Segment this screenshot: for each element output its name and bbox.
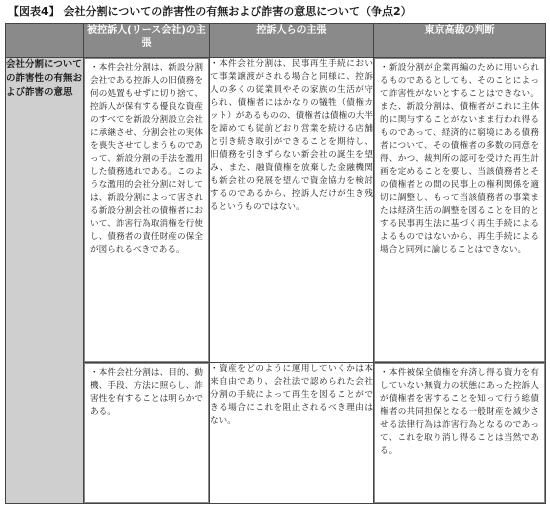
cell-court-1 xyxy=(374,58,546,363)
table-row xyxy=(6,58,546,363)
header-appellant: 控訴人らの主張 xyxy=(210,24,374,58)
cell-lessee-1 xyxy=(84,58,210,363)
table-row xyxy=(6,363,546,504)
appellant-claim-1: ・本件会社分割は、民事再生手続において事業譲渡がされる場合と同様に、控訴人の多くの従業員やその家族の生活が守られ、債権者にはかなりの犠牲（債権カット）があるものの、債権者は債権の大半を諦めても従前どおり営業を続ける店舗と引き続き取引ができることを期待し、旧債務を引きずらない新会社の誕生を望み、また、融資債権を放棄した金融機関も新会社の発展を望んで資金協力を検討するのであるから、控訴人だけが生き残るというものではない。 xyxy=(210,58,374,363)
court-judgment-2: ・本件被保全債権を弁済し得る資力を有していない無資力の状態にあった控訴人が債権者を害することを知って行う総債権者の共同担保となる一般財産を減少させる法律行為は詐害行為となるのであって、これを取り消し得ることは当然である。 xyxy=(374,363,545,503)
header-corner xyxy=(6,24,84,58)
cell-lessee-2 xyxy=(84,363,210,504)
lessee-claim-1: ・本件会社分割は、新設分割会社である控訴人の旧債務を何の処置もせずに切り捨て、控訴人が保有する優良な資産のすべてを新設分割設立会社に承継させ、分割会社の実体を喪失させてしまうものであって、新設分割の手法を濫用した債務逃れである。このような濫用的会社分割に対しては、新設分割によって害される新設分割会社の債権者において、詐害行為取消権を行使し、債務者の責任財産の保全が図られるべきである。 xyxy=(84,58,209,362)
court-judgment-1: ・新設分割が企業再編のために用いられるものであるとしても、そのことによって詐害性がないとすることはできない。また、新設分割は、債権者がこれに主体的に関与することがないまま行われ得るものであって、経済的に窮境にある債務者について、その債権者の多数の同意を得、かつ、裁判所の認可を受けた再生計画を定めることを要し、当該債務者とその債権者との間の民事上の権利関係を適切に調整し、もって当該債務者の事業または経済生活の調整を図ることを目的とする民事再生法に基づく再生手続によるよるものではないから、再生手続による場合と同列に論じることはできない。 xyxy=(374,58,545,362)
cell-court-2 xyxy=(374,363,546,504)
table-header-row xyxy=(6,24,546,58)
header-lessee: 被控訴人(リース会社)の主張 xyxy=(84,24,210,58)
figure-title: 【図表4】 会社分割についての詐害性の有無および詐害の意思について（争点2） xyxy=(8,5,412,18)
row-header: 会社分割についての詐害性の有無および詐害の意思 xyxy=(6,58,84,504)
appellant-claim-2: ・資産をどのように運用していくかは本来自由であり、会社法で認められた会社分割の手続によって再生を図ることができる場合にこれを阻止されるべき理由はない。 xyxy=(210,363,374,504)
dispute-table xyxy=(5,23,546,504)
lessee-claim-2: ・本件会社分割は、目的、動機、手段、方法に照らし、詐害性を有することは明らかである。 xyxy=(84,363,209,503)
header-court: 東京高裁の判断 xyxy=(374,24,546,58)
